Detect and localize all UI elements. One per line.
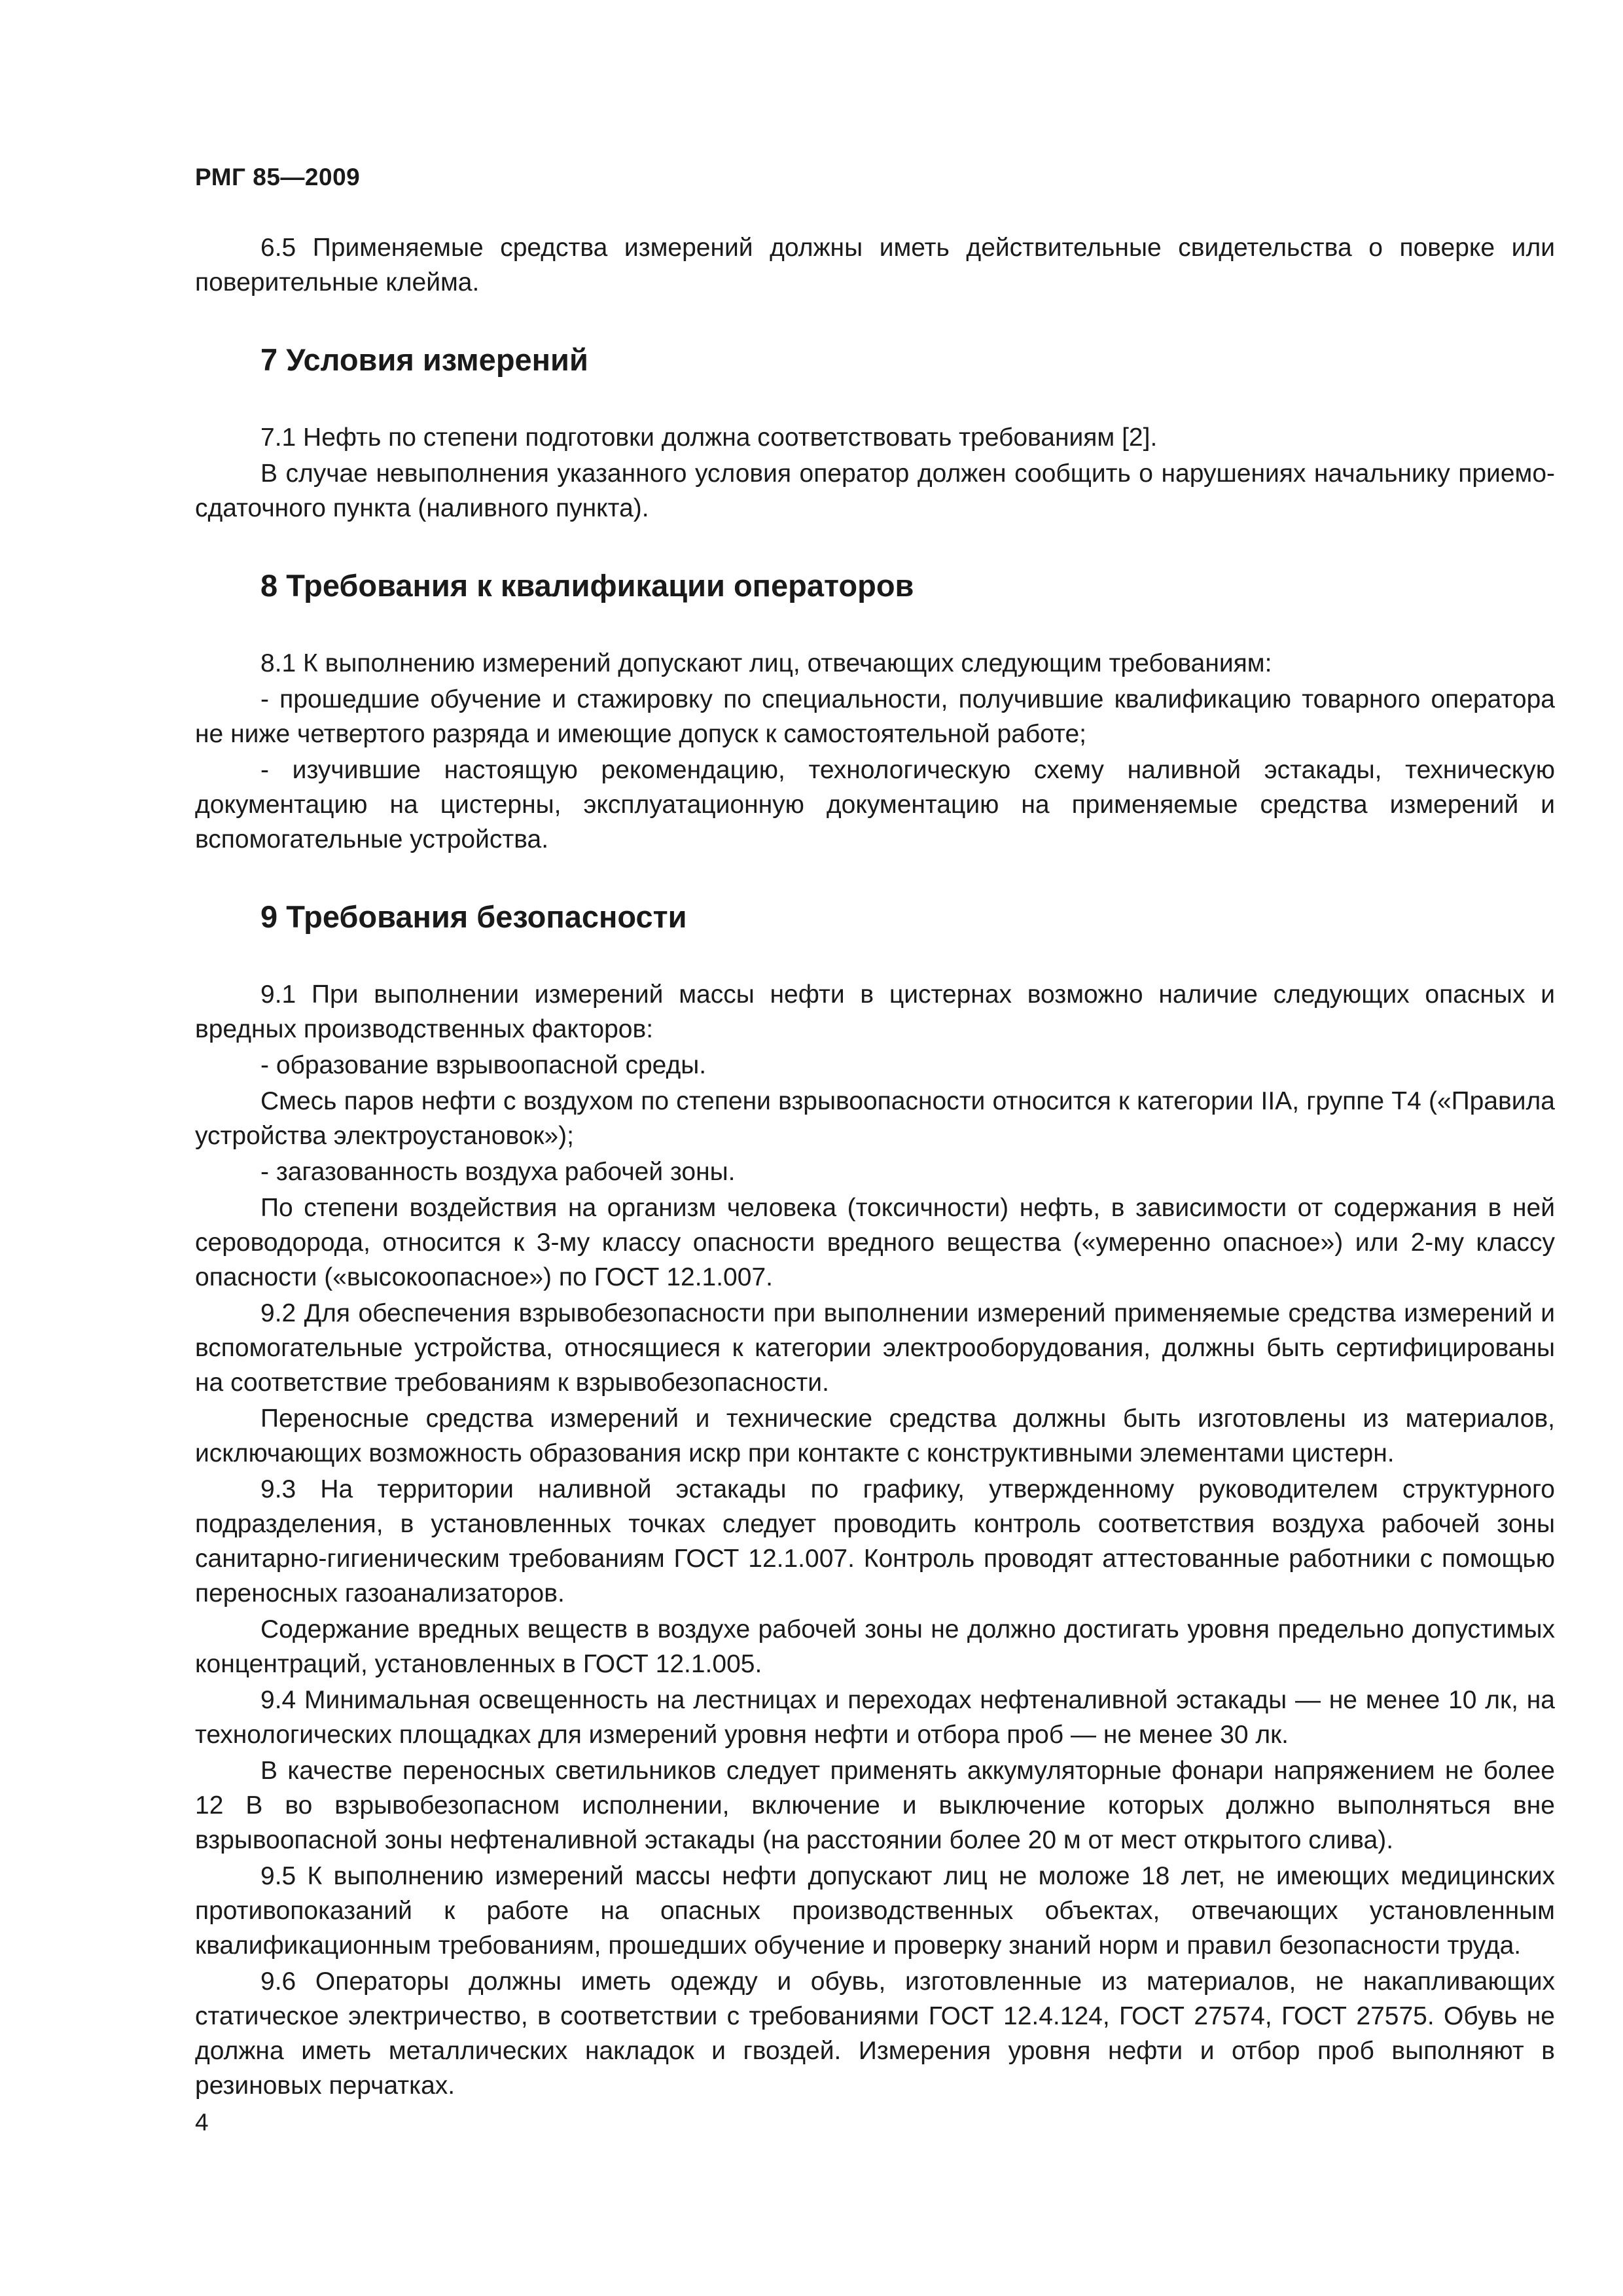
paragraph-text: Смесь паров нефти с воздухом по степени взрывоопасности относится к категории IIA, группе Т4 («Правила устройства электроустановок»); [195, 1087, 1555, 1150]
paragraph-text: В качестве переносных светильников следует применять аккумуляторные фонари напряжением не более 12 В во взрывобезопасном исполнении, включение и выключение которых должно выполняться вне взрывоопасной зоны нефтеналивной эстакады (на расстоянии более 20 м от мест открытого слива). [195, 1757, 1555, 1854]
paragraph-9-3: 9.3 На территории наливной эстакады по графику, утвержденному руководителем структурного подразделения, в установленных точках следует проводить контроль соответствия воздуха рабочей зоны санитарно-гигиеническим требованиям ГОСТ 12.1.007. Контроль проводят аттестованные работники с помощью переносных газоанализаторов. [195, 1475, 1555, 1607]
paragraph-7-1-note: В случае невыполнения указанного условия оператор должен сообщить о нарушениях начальнику приемо-сдаточного пункта (наливного пункта). [195, 459, 1555, 522]
paragraph-9-5: 9.5 К выполнению измерений массы нефти допускают лиц не моложе 18 лет, не имеющих медицинских противопоказаний к работе на опасных производственных объектах, отвечающих установленным квалификационным требованиям, прошедших обучение и проверку знаний норм и правил безопасности труда. [195, 1862, 1555, 1960]
section-heading-9: 9 Требования безопасности [260, 899, 687, 934]
list-item: - загазованность воздуха рабочей зоны. [260, 1158, 736, 1186]
paragraph-9-1: 9.1 При выполнении измерений массы нефти в цистернах возможно наличие следующих опасных и вредных производственных факторов: [195, 980, 1555, 1043]
document-page [195, 0, 1555, 2296]
section-heading-7: 7 Условия измерений [260, 342, 588, 377]
document-body [195, 230, 1555, 2103]
paragraph-8-1: 8.1 К выполнению измерений допускают лиц, отвечающих следующим требованиям: [260, 649, 1272, 677]
page-number: 4 [195, 2109, 209, 2136]
paragraph-text: Переносные средства измерений и технические средства должны быть изготовлены из материалов, исключающих возможность образования искр при контакте с конструктивными элементами цистерн. [195, 1405, 1555, 1467]
paragraph-9-4: 9.4 Минимальная освещенность на лестницах и переходах нефтеналивной эстакады — не менее 10 лк, на технологических площадках для измерений уровня нефти и отбора проб — не менее 30 лк. [195, 1686, 1555, 1749]
list-item: - прошедшие обучение и стажировку по специальности, получившие квалификацию товарного оператора не ниже четвертого разряда и имеющие допуск к самостоятельной работе; [195, 685, 1555, 748]
section-heading-8: 8 Требования к квалификации операторов [260, 568, 914, 603]
document-code: РМГ 85—2009 [195, 164, 361, 190]
paragraph-6-5: 6.5 Применяемые средства измерений должны иметь действительные свидетельства о поверке или поверительные клейма. [195, 234, 1555, 296]
paragraph-text: Содержание вредных веществ в воздухе рабочей зоны не должно достигать уровня предельно допустимых концентраций, установленных в ГОСТ 12.1.005. [195, 1615, 1555, 1678]
list-item: - изучившие настоящую рекомендацию, технологическую схему наливной эстакады, техническую документацию на цистерны, эксплуатационную документацию на применяемые средства измерений и вспомогательные устройства. [195, 756, 1555, 853]
paragraph-9-6: 9.6 Операторы должны иметь одежду и обувь, изготовленные из материалов, не накапливающих статическое электричество, в соответствии с требованиями ГОСТ 12.4.124, ГОСТ 27574, ГОСТ 27575. Обувь не должна иметь металлических накладок и гвоздей. Измерения уровня нефти и отбор проб выполняют в резиновых перчатках. [195, 1967, 1555, 2100]
paragraph-7-1: 7.1 Нефть по степени подготовки должна соответствовать требованиям [2]. [260, 423, 1158, 452]
paragraph-9-2: 9.2 Для обеспечения взрывобезопасности при выполнении измерений применяемые средства измерений и вспомогательные устройства, относящиеся к категории электрооборудования, должны быть сертифицированы на соответствие требованиям к взрывобезопасности. [195, 1299, 1555, 1397]
list-item: - образование взрывоопасной среды. [260, 1051, 707, 1079]
paragraph-text: По степени воздействия на организм человека (токсичности) нефть, в зависимости от содержания в ней сероводорода, относится к 3-му классу опасности вредного вещества («умеренно опасное») или 2-му классу опасности («высокоопасное») по ГОСТ 12.1.007. [195, 1194, 1555, 1291]
